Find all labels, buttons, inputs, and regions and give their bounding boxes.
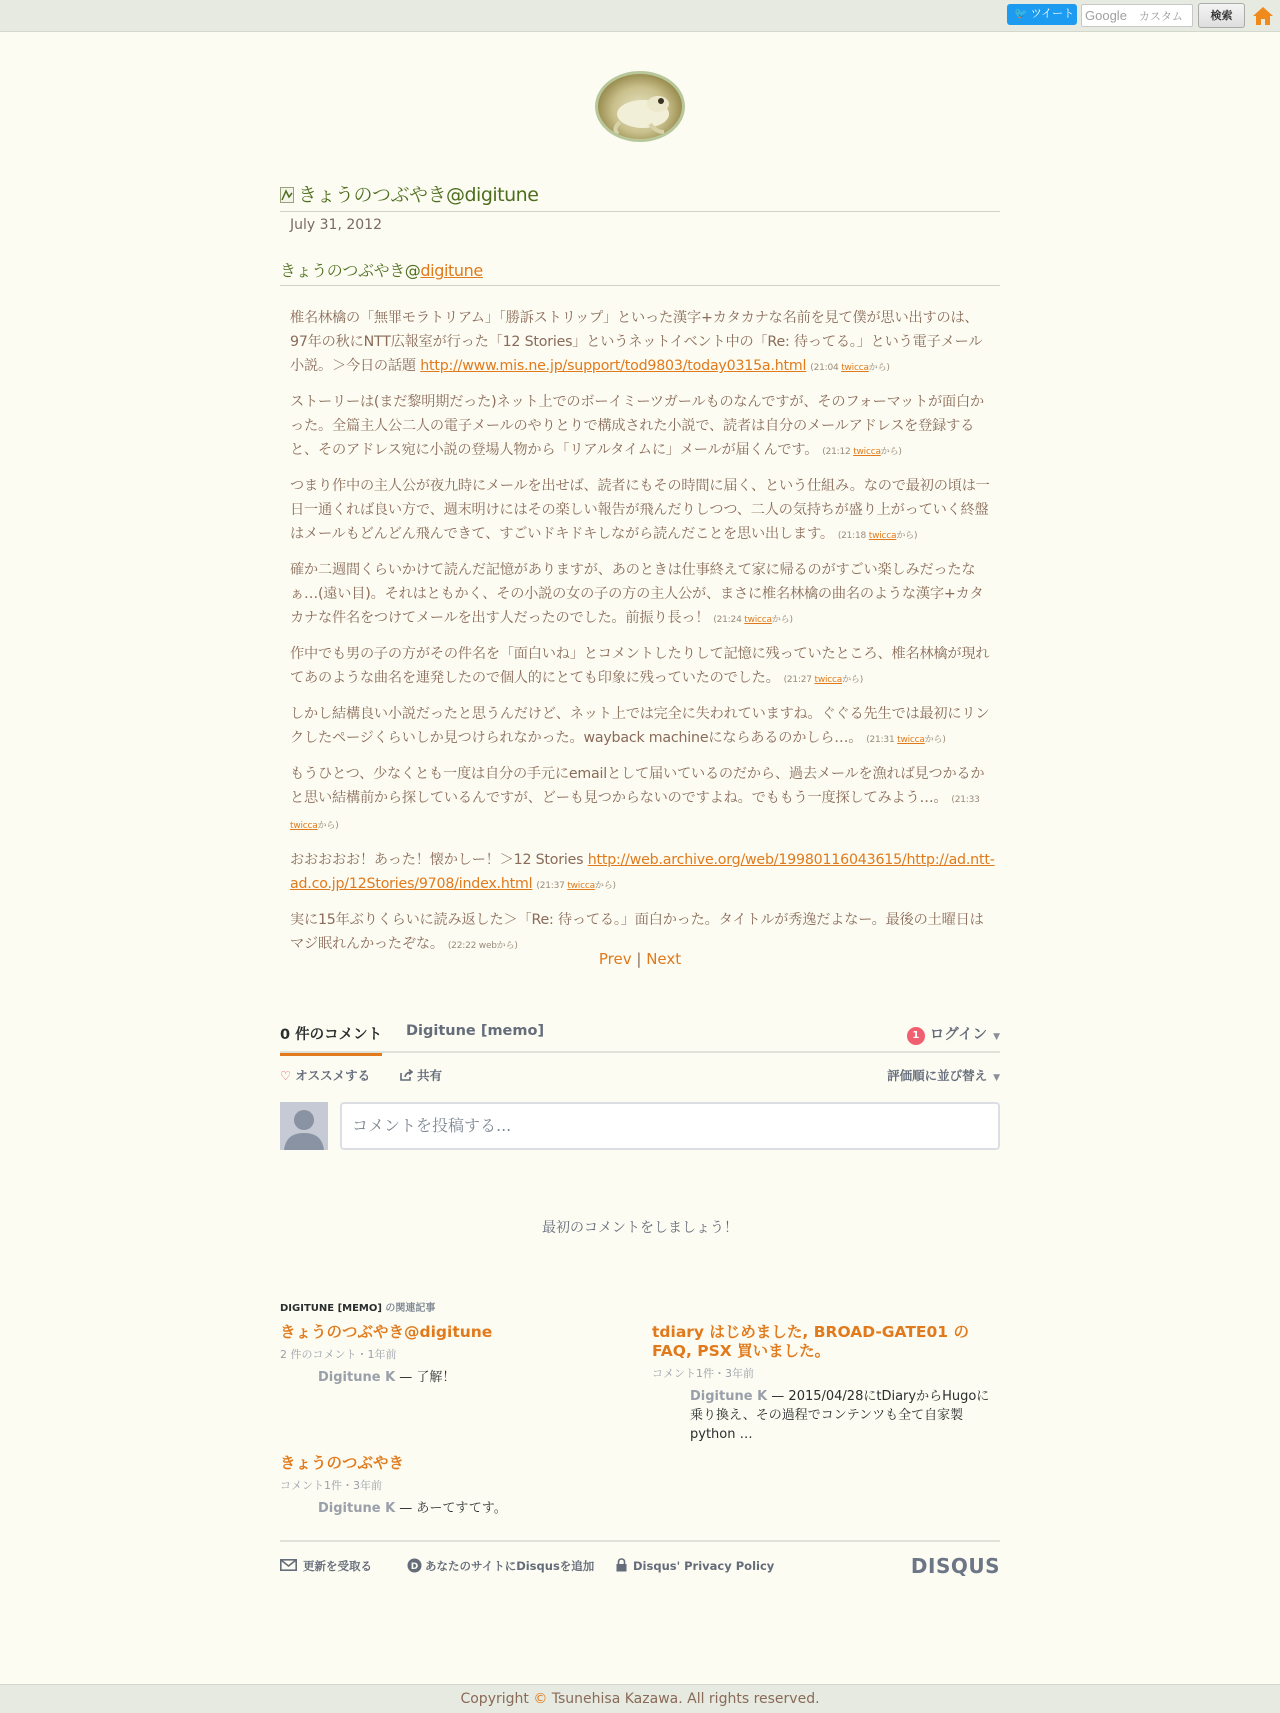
add-disqus-label: あなたのサイトにDisqusを追加 bbox=[425, 1559, 595, 1573]
subscribe-label: 更新を受取る bbox=[303, 1559, 372, 1573]
via-link[interactable]: twicca bbox=[897, 735, 925, 745]
post-title-text: きょうのつぶやき@digitune bbox=[298, 184, 539, 206]
via-suffix: から) bbox=[594, 881, 616, 891]
share-icon bbox=[400, 1069, 413, 1081]
subscribe-link[interactable] bbox=[280, 1558, 372, 1574]
post-subtitle bbox=[280, 258, 1000, 286]
account-link[interactable]: digitune bbox=[420, 261, 483, 280]
tweet-meta bbox=[784, 675, 863, 685]
pager-separator: | bbox=[636, 950, 642, 968]
related-item[interactable] bbox=[280, 1454, 620, 1518]
via-link[interactable]: twicca bbox=[814, 675, 843, 685]
search-placeholder: カスタム bbox=[1138, 11, 1183, 23]
home-icon[interactable] bbox=[1252, 6, 1274, 26]
tweet-button[interactable] bbox=[1007, 4, 1077, 25]
copyright-prefix: Copyright bbox=[460, 1691, 534, 1707]
tweet-time: (21:04 bbox=[810, 363, 842, 373]
tweet-text: ストーリーは(まだ黎明期だった)ネット上でのボーイミーツガールものなんですが、そのフォーマットが面白かった。全篇主人公二人の電子メールのやりとりで構成された小説で、読者は自分のメールアドレスを登録すると、そのアドレス宛に小説の登場人物から「リアルタイムに」メールが届くんです。 bbox=[290, 394, 984, 458]
share-label: 共有 bbox=[417, 1068, 443, 1083]
tweet-text: つまり作中の主人公が夜九時にメールを出せば、読者にもその時間に届く、という仕組み。なので最初の頃は一日一通くれば良い方で、週末明けにはその楽しい報告が飛んだりしつつ、二人の気持ちが盛り上がっていく終盤はメールもどんどん飛んできて、すごいドキドキしながら読んだことを思い出します。 bbox=[290, 478, 990, 542]
sort-dropdown[interactable] bbox=[887, 1066, 1000, 1084]
next-link[interactable]: Next bbox=[646, 950, 682, 968]
tweet-time: (21:37 bbox=[536, 881, 568, 891]
via-link[interactable]: twicca bbox=[567, 881, 595, 891]
related-snippet-text: — 了解！ bbox=[395, 1370, 456, 1385]
site-logo[interactable] bbox=[595, 71, 685, 142]
lock-icon bbox=[616, 1558, 627, 1572]
broken-image-icon bbox=[280, 187, 294, 203]
related-snippet bbox=[652, 1387, 1000, 1444]
related-item[interactable] bbox=[280, 1323, 620, 1387]
tab-comments[interactable]: 0 件のコメント bbox=[280, 1023, 382, 1056]
tweet-text: 確か二週間くらいかけて読んだ記憶がありますが、あのときは仕事終えて家に帰るのがすごい楽しみだったなぁ…(遠い目)。それはともかく、その小説の女の子の方の主人公が、まさに椎名林檎の曲名のような漢字+カタカナな件名をつけてメールを出す人だったのでした。前振り長っ！ bbox=[290, 562, 984, 626]
via-link[interactable]: twicca bbox=[853, 447, 881, 457]
notification-badge: 1 bbox=[907, 1027, 925, 1045]
via-link[interactable]: twicca bbox=[868, 531, 897, 541]
tweet-item bbox=[290, 474, 995, 548]
related-title[interactable]: tdiary はじめました, BROAD-GATE01 の FAQ, PSX 買いました。 bbox=[652, 1323, 969, 1360]
tweet-text: 椎名林檎の「無罪モラトリアム」「勝訴ストリップ」といった漢字+カタカナな名前を見て僕が思い出すのは、97年の秋にNTT広報室が行った「12 Stories」というネットイベント中の「Re: 待ってる。」という電子メール小説。＞今日の話題 bbox=[290, 310, 983, 374]
search-input[interactable] bbox=[1081, 4, 1193, 27]
login-button[interactable] bbox=[907, 1023, 1000, 1045]
post-title[interactable] bbox=[280, 180, 1000, 212]
via-suffix: から) bbox=[868, 363, 890, 373]
tweet-item bbox=[290, 558, 995, 632]
mail-icon bbox=[280, 1559, 297, 1571]
tweet-time: (21:18 bbox=[837, 531, 869, 541]
recommend-label: オススメする bbox=[295, 1068, 371, 1083]
tweet-item bbox=[290, 762, 995, 838]
tab-site[interactable]: Digitune [memo] bbox=[406, 1023, 545, 1039]
tweet-item bbox=[290, 702, 995, 752]
sort-label: 評価順に並び替え bbox=[887, 1068, 988, 1083]
related-site: DIGITUNE [MEMO] bbox=[280, 1303, 382, 1314]
tweet-time: (21:31 bbox=[866, 735, 898, 745]
via-suffix: から) bbox=[771, 615, 793, 625]
via-suffix: から) bbox=[317, 821, 339, 831]
chevron-down-icon: ▼ bbox=[993, 1032, 1000, 1042]
comment-input[interactable]: コメントを投稿する... bbox=[340, 1102, 1000, 1150]
via-link[interactable]: twicca bbox=[744, 615, 772, 625]
disqus-actions bbox=[280, 1064, 1000, 1086]
prev-link[interactable]: Prev bbox=[598, 950, 632, 968]
disqus-tabs bbox=[280, 1017, 1000, 1053]
via-suffix: から) bbox=[896, 531, 918, 541]
tweet-item bbox=[290, 642, 995, 692]
subtitle-prefix: きょうのつぶやき@ bbox=[280, 261, 421, 280]
tweet-time: (22:22 webから) bbox=[447, 941, 518, 951]
tweet-item bbox=[290, 848, 995, 898]
tweet-link[interactable]: http://web.archive.org/web/19980116043615/http://ad.ntt-ad.co.jp/12Stories/9708/index.html bbox=[290, 852, 995, 892]
tweet-time: (21:12 bbox=[822, 447, 854, 457]
tweet-item bbox=[290, 390, 995, 464]
page-footer bbox=[0, 1684, 1280, 1713]
tweet-text: 作中でも男の子の方がその件名を「面白いね」とコメントしたりして記憶に残っていたところ、椎名林檎が現れてあのような曲名を連発したので個人的にとても印象に残っていたのでした。 bbox=[290, 646, 990, 686]
via-suffix: から) bbox=[842, 675, 864, 685]
frog-image bbox=[598, 74, 685, 142]
disqus-logo[interactable]: DISQUS bbox=[910, 1554, 1000, 1578]
user-icon bbox=[280, 1102, 328, 1150]
google-brand: Google bbox=[1085, 8, 1127, 23]
via-link[interactable]: twicca bbox=[841, 363, 869, 373]
share-button[interactable] bbox=[400, 1066, 442, 1084]
twitter-bird-icon: 🐦 bbox=[1014, 8, 1028, 20]
copyright-text: Tsunehisa Kazawa. All rights reserved. bbox=[547, 1691, 820, 1707]
tweet-text: 実に15年ぶりくらいに読み返した＞「Re: 待ってる。」面白かった。タイトルが秀逸だよなー。最後の土曜日はマジ眠れんかったぞな。 bbox=[290, 912, 984, 952]
tweet-label: ツイート bbox=[1030, 8, 1075, 20]
related-author: Digitune K bbox=[318, 1370, 396, 1385]
svg-text:D: D bbox=[410, 1562, 419, 1572]
top-bar bbox=[0, 0, 1280, 32]
related-title[interactable]: きょうのつぶやき bbox=[280, 1454, 405, 1472]
via-suffix: から) bbox=[924, 735, 946, 745]
tweet-time: (21:24 bbox=[713, 615, 745, 625]
related-snippet-text: — 2015/04/28にtDiaryからHugoに乗り換え、その過程でコンテンツも全て自家製python … bbox=[690, 1389, 990, 1442]
tweet-meta bbox=[866, 735, 945, 745]
pager bbox=[0, 950, 1280, 968]
first-comment-text: 最初のコメントをしましょう！ bbox=[542, 1220, 738, 1236]
related-title[interactable]: きょうのつぶやき@digitune bbox=[280, 1323, 493, 1341]
privacy-label: Disqus' Privacy Policy bbox=[633, 1559, 775, 1573]
tweet-time: (21:27 bbox=[783, 675, 815, 685]
related-meta: 2 件のコメント・1年前 bbox=[280, 1348, 397, 1361]
disqus-footer bbox=[280, 1540, 1000, 1580]
tweet-text: もうひとつ、少なくとも一度は自分の手元にemailとして届いているのだから、過去メールを漁れば見つかるかと思い結構前から探しているんですが、どーも見つからないのですよね。でももう一度探してみよう…。 bbox=[290, 766, 985, 806]
tweet-meta bbox=[822, 447, 901, 457]
tweet-meta bbox=[810, 363, 889, 373]
search-button[interactable]: 検索 bbox=[1198, 3, 1245, 28]
copyright-symbol: © bbox=[533, 1691, 548, 1707]
related-meta: コメント1件・3年前 bbox=[652, 1367, 754, 1380]
related-author: Digitune K bbox=[318, 1501, 396, 1516]
tweet-meta bbox=[713, 615, 792, 625]
avatar bbox=[280, 1102, 328, 1150]
related-snippet bbox=[280, 1499, 620, 1518]
tweet-meta bbox=[838, 531, 917, 541]
related-meta: コメント1件・3年前 bbox=[280, 1479, 382, 1492]
related-snippet-text: — あーてすてす。 bbox=[395, 1501, 507, 1516]
via-suffix: から) bbox=[880, 447, 902, 457]
chevron-down-icon: ▼ bbox=[993, 1073, 1000, 1083]
related-snippet bbox=[280, 1368, 620, 1387]
recommend-button[interactable] bbox=[280, 1066, 370, 1084]
tweet-time: (21:33 bbox=[951, 795, 980, 805]
related-item[interactable] bbox=[652, 1323, 1000, 1444]
heart-icon: ♡ bbox=[280, 1068, 292, 1083]
tweet-meta bbox=[536, 881, 615, 891]
tweet-link[interactable]: http://www.mis.ne.jp/support/tod9803/today0315a.html bbox=[420, 358, 807, 374]
disqus-d-icon bbox=[407, 1558, 422, 1573]
tweet-text: おおおおお！あった！懐かしー！＞12 Stories bbox=[290, 852, 588, 868]
tweet-item bbox=[290, 306, 995, 380]
login-label: ログイン bbox=[929, 1027, 988, 1043]
add-disqus-link[interactable] bbox=[407, 1558, 594, 1574]
related-heading bbox=[280, 1299, 435, 1314]
related-author: Digitune K bbox=[690, 1389, 768, 1404]
via-link[interactable]: twicca bbox=[290, 821, 318, 831]
related-suffix: の関連記事 bbox=[381, 1303, 436, 1314]
privacy-link[interactable] bbox=[616, 1558, 774, 1573]
tweet-list bbox=[290, 306, 995, 968]
post-date: July 31, 2012 bbox=[290, 217, 382, 233]
tweet-text: しかし結構良い小説だったと思うんだけど、ネット上では完全に失われていますね。ぐぐる先生では最初にリンクしたページくらいしか見つけられなかった。wayback machineにならあるのかしら…。 bbox=[290, 706, 990, 746]
